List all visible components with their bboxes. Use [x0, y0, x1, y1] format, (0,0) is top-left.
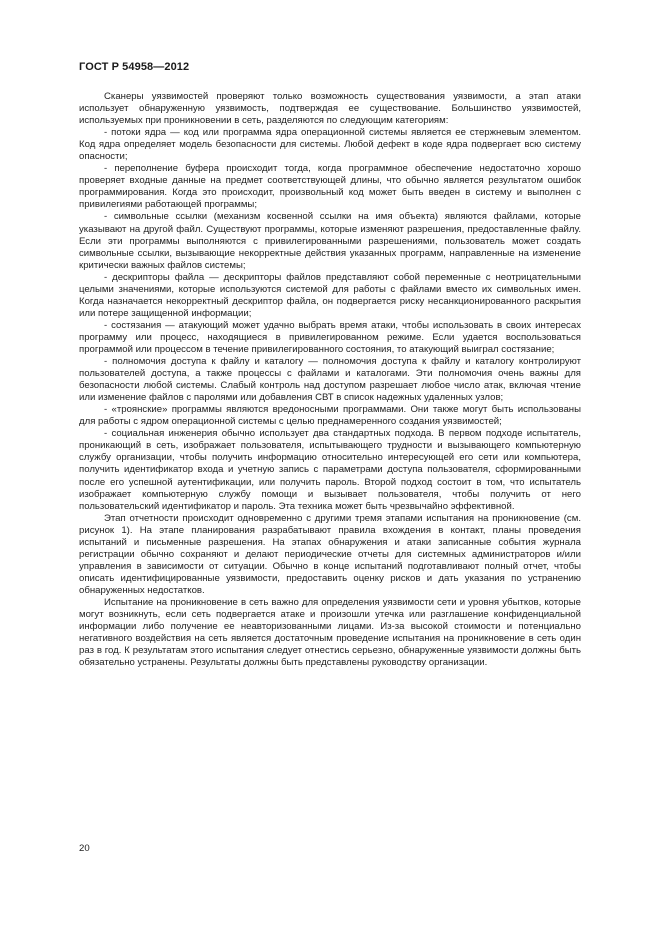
document-standard-header: ГОСТ Р 54958—2012 — [79, 61, 190, 73]
paragraph-file-descriptors: - дескрипторы файла — дескрипторы файлов представляют собой переменные с неотрицательными целыми значениями, которые используются системой для работы с файлами вместо их символьных имен. Когда назначается некорректный дескриптор файла, он подвергается риску несанкционированного раскрытия или потере защищенной информации; — [79, 271, 581, 319]
paragraph-file-permissions: - полномочия доступа к файлу и каталогу — полномочия доступа к файлу и каталогу контролируют пользователей доступа, а также процессы с файлами и каталогами. Эти полномочия очень важны для безопасности любой системы. Слабый контроль над доступом разрешает любое число атак, включая чтение или изменение файлов с паролями или добавления СВТ в список надежных удаленных узлов; — [79, 356, 581, 404]
document-body — [79, 91, 581, 669]
paragraph-race-conditions: - состязания — атакующий может удачно выбрать время атаки, чтобы использовать в своих интересах программу или процесс, находящиеся в привилегированном режиме. Если удается воспользоваться программой или процессом в течение привилегированного состояния, то атакующий выиграл состязание; — [79, 319, 581, 355]
paragraph-buffer-overflow: - переполнение буфера происходит тогда, когда программное обеспечение недостаточно хорошо проверяет входные данные на предмет соответствующей длины, что обычно является результатом ошибок программирования. Когда это происходит, произвольный код может быть введен в систему и выполнен с привилегиями работающей программы; — [79, 163, 581, 211]
paragraph-symbolic-links: - символьные ссылки (механизм косвенной ссылки на имя объекта) являются файлами, которые указывают на другой файл. Существуют программы, которые изменяют разрешения, предоставленные файлу. Если эти программы выполняются с привилегированными разрешениями, пользователь может создать символьные ссылки, вызывающие некорректные действия указанных программ, направленные на изменение критически важных файлов системы; — [79, 211, 581, 271]
paragraph-social-engineering: - социальная инженерия обычно использует два стандартных подхода. В первом подходе испытатель, проникающий в сеть, изображает пользователя, испытывающего трудности и вызывающего компьютерную службу организации, чтобы получить информацию относительно интересующей его сети или компьютера, получить идентификатор входа и учетную запись с параметрами доступа пользователя, сформированными после его успешной аутентификации, или получить пароль. Второй подход состоит в том, что испытатель изображает компьютерную службу помощи и вызывает пользователя, чтобы получить от него пользовательский идентификатор и пароль. Эта техника может быть чрезвычайно эффективной. — [79, 428, 581, 512]
paragraph-trojans: - «троянские» программы являются вредоносными программами. Они также могут быть использованы для работы с ядром операционной системы с целью преднамеренного создания уязвимостей; — [79, 404, 581, 428]
paragraph-intro: Сканеры уязвимостей проверяют только возможность существования уязвимости, а этап атаки использует обнаруженную уязвимость, подтверждая ее существование. Большинство уязвимостей, используемых при проникновении в сеть, разделяются по следующим категориям: — [79, 91, 581, 127]
page-number: 20 — [79, 843, 90, 854]
paragraph-reporting-stage: Этап отчетности происходит одновременно с другими тремя этапами испытания на проникновение (см. рисунок 1). На этапе планирования разрабатывают правила вхождения в контакт, планы проведения испытаний и письменные разрешения. На этапах обнаружения и атаки записанные события журнала регистрации обычно сохраняют и делают периодические отчеты для системных администраторов и/или управления в зависимости от ситуации. Обычно в конце испытаний подготавливают полный отчет, чтобы описать идентифицированные уязвимости, предоставить оценку рисков и дать указания по устранению обнаруженных недостатков. — [79, 512, 581, 596]
paragraph-kernel-flaws: - потоки ядра — код или программа ядра операционной системы является ее стержневым элементом. Код ядра определяет модель безопасности для системы. Любой дефект в коде ядра подвергает всю систему опасности; — [79, 127, 581, 163]
paragraph-importance: Испытание на проникновение в сеть важно для определения уязвимости сети и уровня убытков, которые могут возникнуть, если сеть подвергается атаке и произошли утечка или разглашение конфиденциальной информации либо получение ее неавторизованными лицами. Из-за высокой стоимости и потенциально негативного воздействия на сеть является достаточным проведение испытания на проникновение в сеть один раз в год. К результатам этого испытания следует отнестись серьезно, обнаруженные уязвимости должны быть обязательно устранены. Результаты должны быть представлены руководству организации. — [79, 596, 581, 669]
